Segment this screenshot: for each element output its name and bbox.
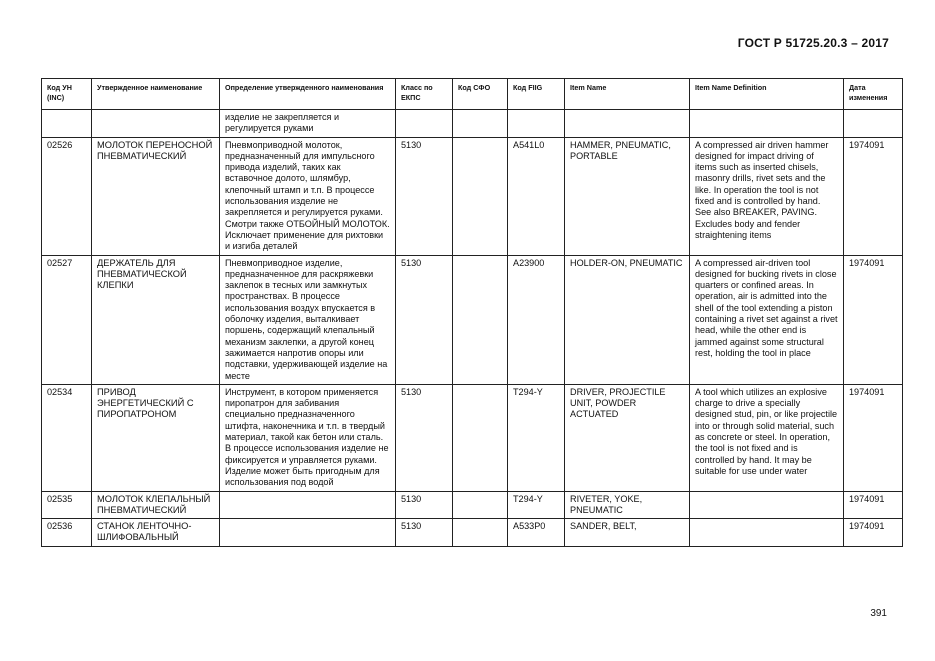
column-header-inc: Код УН (INC): [42, 79, 92, 110]
cell-definition: [220, 491, 396, 519]
cell-definition: [220, 519, 396, 547]
cell-item-name: [565, 110, 690, 138]
column-header-fiig: Код FIIG: [508, 79, 565, 110]
cell-item-definition: A compressed air-driven tool designed for bucking rivets in close quarters or confined areas. In operation, air is admitted into the shell of the tool extending a piston containing a rivet set against a rivet head, while the other end is jammed against some structural rest, holding the tool in place: [690, 255, 844, 384]
cell-definition: Инструмент, в котором применяется пиропатрон для забивания специально предназначенного штифта, наконечника и т.п. в твердый материал, такой как бетон или сталь. В процессе использования изделие не фиксируется и управляется руками. Изделие может быть пригодным для использования под водой: [220, 384, 396, 491]
cell-date: 1974091: [844, 137, 903, 255]
cell-item-definition: A compressed air driven hammer designed for impact driving of items such as inserted chisels, masonry drills, rivet sets and the like. In operation the tool is not fixed and is controlled by hand. See also BREAKER, PAVING. Excludes body and fender straightening items: [690, 137, 844, 255]
cell-code: 02527: [42, 255, 92, 384]
document-header: ГОСТ Р 51725.20.3 – 2017: [737, 36, 889, 50]
cell-sfo: [453, 137, 508, 255]
classification-table: [41, 78, 903, 547]
cell-date: [844, 110, 903, 138]
cell-class: [396, 110, 453, 138]
column-header-sfo: Код СФО: [453, 79, 508, 110]
cell-sfo: [453, 519, 508, 547]
cell-fiig: T294-Y: [508, 384, 565, 491]
cell-item-name: SANDER, BELT,: [565, 519, 690, 547]
cell-item-name: HAMMER, PNEUMATIC, PORTABLE: [565, 137, 690, 255]
table-row: [42, 519, 903, 547]
cell-sfo: [453, 491, 508, 519]
cell-definition: Пневмоприводной молоток, предназначенный для импульсного привода изделий, таких как вставочное долото, шлямбур, клепочный штамп и т.п. В процессе использования изделие не закрепляется и регулируется руками. Смотри также ОТБОЙНЫЙ МОЛОТОК. Исключает применение для рихтовки и изгиба деталей: [220, 137, 396, 255]
cell-code: 02526: [42, 137, 92, 255]
cell-item-definition: [690, 110, 844, 138]
cell-item-name: RIVETER, YOKE, PNEUMATIC: [565, 491, 690, 519]
cell-fiig: A541L0: [508, 137, 565, 255]
cell-code: 02536: [42, 519, 92, 547]
cell-sfo: [453, 384, 508, 491]
column-header-class: Класс по ЕКПС: [396, 79, 453, 110]
cell-class: 5130: [396, 519, 453, 547]
column-header-item-name: Item Name: [565, 79, 690, 110]
cell-item-name: DRIVER, PROJECTILE UNIT, POWDER ACTUATED: [565, 384, 690, 491]
cell-date: 1974091: [844, 491, 903, 519]
cell-name: МОЛОТОК КЛЕПАЛЬНЫЙ ПНЕВМАТИЧЕСКИЙ: [92, 491, 220, 519]
cell-code: 02534: [42, 384, 92, 491]
table-row: [42, 137, 903, 255]
cell-name: ДЕРЖАТЕЛЬ ДЛЯ ПНЕВМАТИЧЕСКОЙ КЛЕПКИ: [92, 255, 220, 384]
cell-item-definition: A tool which utilizes an explosive charge to drive a specially designed stud, pin, or like projectile into or through solid material, such as concrete or steel. In operation, the tool is not fixed and is controlled by hand. It may be suitable for use under water: [690, 384, 844, 491]
cell-item-name: HOLDER-ON, PNEUMATIC: [565, 255, 690, 384]
cell-definition: Пневмоприводное изделие, предназначенное для раскряжевки заклепок в тесных или замкнутых пространствах. В процессе использования воздух впускается в оболочку изделия, выталкивает поршень, содержащий клепальный механизм заклепки, а другой конец зажимается напротив опоры или подставки, удерживающей изделие на месте: [220, 255, 396, 384]
cell-date: 1974091: [844, 384, 903, 491]
cell-name: [92, 110, 220, 138]
cell-date: 1974091: [844, 255, 903, 384]
table-row: [42, 491, 903, 519]
column-header-item-name-definition: Item Name Definition: [690, 79, 844, 110]
cell-fiig: A533P0: [508, 519, 565, 547]
cell-class: 5130: [396, 384, 453, 491]
cell-fiig: T294-Y: [508, 491, 565, 519]
cell-name: СТАНОК ЛЕНТОЧНО-ШЛИФОВАЛЬНЫЙ: [92, 519, 220, 547]
cell-name: ПРИВОД ЭНЕРГЕТИЧЕСКИЙ С ПИРОПАТРОНОМ: [92, 384, 220, 491]
cell-item-definition: [690, 519, 844, 547]
cell-sfo: [453, 255, 508, 384]
cell-definition: изделие не закрепляется и регулируется руками: [220, 110, 396, 138]
column-header-definition: Определение утвержденного наименования: [220, 79, 396, 110]
table-row: [42, 384, 903, 491]
cell-class: 5130: [396, 137, 453, 255]
cell-item-definition: [690, 491, 844, 519]
cell-fiig: A23900: [508, 255, 565, 384]
table-row: [42, 110, 903, 138]
cell-name: МОЛОТОК ПЕРЕНОСНОЙ ПНЕВМАТИЧЕСКИЙ: [92, 137, 220, 255]
table-row: [42, 255, 903, 384]
column-header-approved-name: Утвержденное наименование: [92, 79, 220, 110]
header-row: [42, 79, 903, 110]
cell-class: 5130: [396, 491, 453, 519]
cell-code: 02535: [42, 491, 92, 519]
page-number: 391: [870, 608, 887, 619]
cell-sfo: [453, 110, 508, 138]
cell-class: 5130: [396, 255, 453, 384]
cell-date: 1974091: [844, 519, 903, 547]
cell-code: [42, 110, 92, 138]
column-header-date: Дата изменения: [844, 79, 903, 110]
cell-fiig: [508, 110, 565, 138]
